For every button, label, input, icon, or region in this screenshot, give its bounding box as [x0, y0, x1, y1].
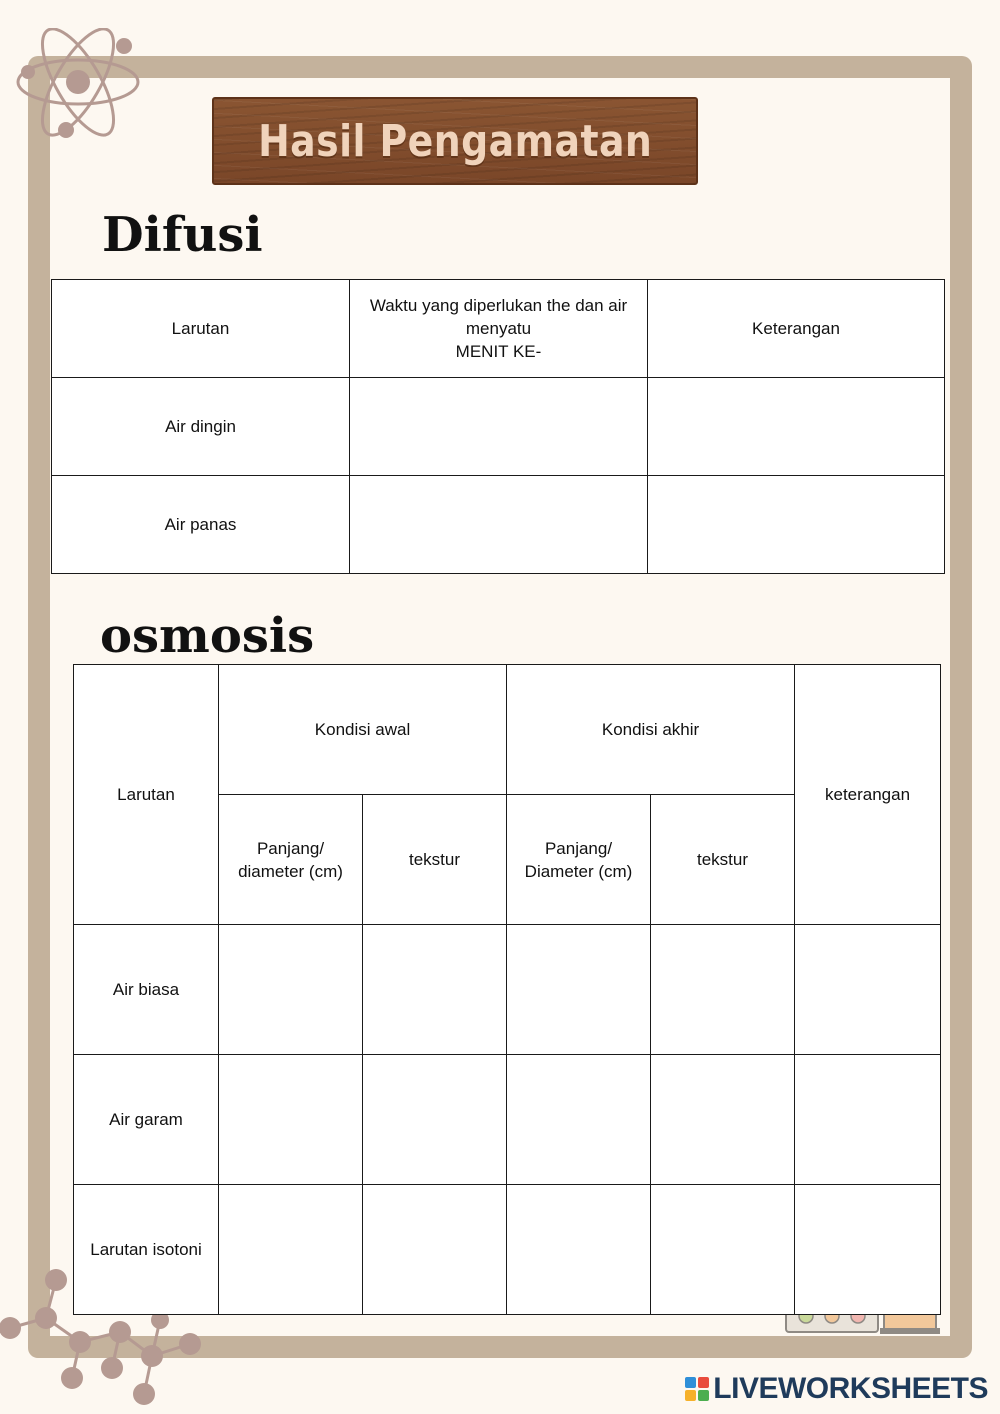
difusi-table: [51, 279, 945, 574]
header-kondisi-awal: Kondisi awal: [219, 665, 507, 795]
liveworksheets-icon: [685, 1377, 709, 1401]
table-row: [74, 1185, 941, 1315]
header-larutan: Larutan: [74, 665, 219, 925]
answer-cell[interactable]: [363, 1185, 507, 1315]
osmosis-table: [73, 664, 941, 1315]
row-label: Air garam: [74, 1055, 219, 1185]
liveworksheets-logo: [685, 1372, 988, 1406]
banner-title: Hasil Pengamatan: [257, 115, 653, 167]
answer-cell[interactable]: [651, 1185, 795, 1315]
header-akhir-panjang: Panjang/ Diameter (cm): [507, 795, 651, 925]
row-label: Air dingin: [52, 378, 350, 476]
title-banner: [212, 97, 698, 185]
answer-cell[interactable]: [363, 925, 507, 1055]
answer-cell[interactable]: [363, 1055, 507, 1185]
answer-cell[interactable]: [648, 476, 945, 574]
answer-cell[interactable]: [507, 1055, 651, 1185]
header-akhir-tekstur: tekstur: [651, 795, 795, 925]
row-label: Larutan isotoni: [74, 1185, 219, 1315]
answer-cell[interactable]: [651, 925, 795, 1055]
answer-cell[interactable]: [350, 476, 648, 574]
answer-cell[interactable]: [219, 1185, 363, 1315]
answer-cell[interactable]: [219, 925, 363, 1055]
osmosis-title: osmosis: [100, 608, 315, 664]
header-larutan: Larutan: [52, 280, 350, 378]
header-keterangan: keterangan: [795, 665, 941, 925]
answer-cell[interactable]: [651, 1055, 795, 1185]
answer-cell[interactable]: [795, 1185, 941, 1315]
table-row: [74, 1055, 941, 1185]
row-label: Air biasa: [74, 925, 219, 1055]
table-header-row: [52, 280, 945, 378]
answer-cell[interactable]: [795, 1055, 941, 1185]
table-header-row: [74, 665, 941, 795]
row-label: Air panas: [52, 476, 350, 574]
header-waktu: Waktu yang diperlukan the dan air menyatu MENIT KE-: [350, 280, 648, 378]
header-kondisi-akhir: Kondisi akhir: [507, 665, 795, 795]
answer-cell[interactable]: [795, 925, 941, 1055]
difusi-title: Difusi: [102, 207, 263, 263]
header-awal-tekstur: tekstur: [363, 795, 507, 925]
table-row: [52, 378, 945, 476]
answer-cell[interactable]: [507, 1185, 651, 1315]
header-keterangan: Keterangan: [648, 280, 945, 378]
table-row: [52, 476, 945, 574]
atom-icon: [10, 28, 150, 146]
answer-cell[interactable]: [648, 378, 945, 476]
table-row: [74, 925, 941, 1055]
answer-cell[interactable]: [350, 378, 648, 476]
footer-brand: LIVEWORKSHEETS: [713, 1372, 988, 1405]
header-awal-panjang: Panjang/ diameter (cm): [219, 795, 363, 925]
answer-cell[interactable]: [507, 925, 651, 1055]
answer-cell[interactable]: [219, 1055, 363, 1185]
